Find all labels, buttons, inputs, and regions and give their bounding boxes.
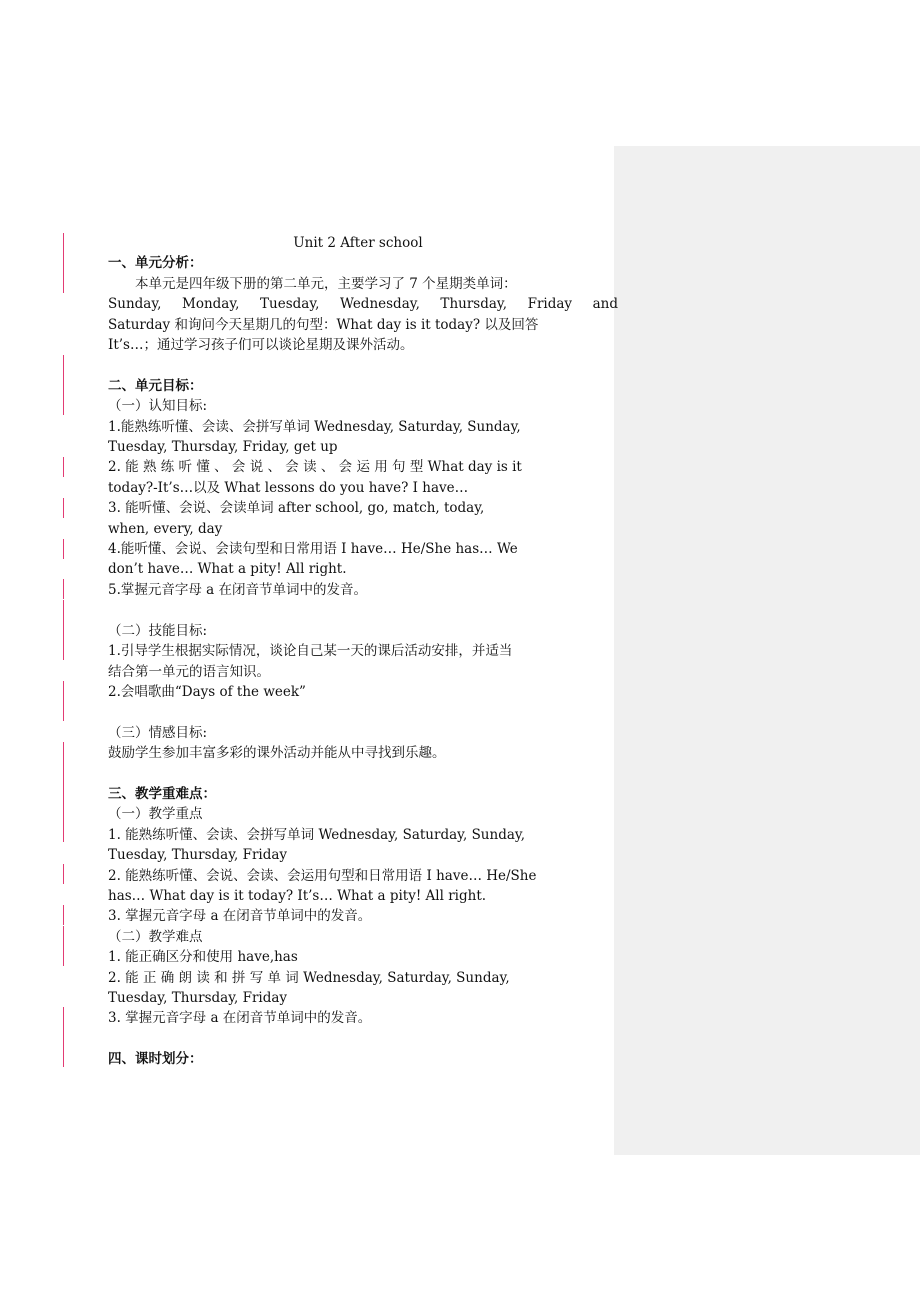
list-item: when, every, day (108, 520, 223, 537)
list-item: Tuesday, Thursday, Friday (108, 847, 288, 864)
change-bar (63, 926, 64, 946)
list-item: 4.能听懂、会说、会读句型和日常用语 I have… He/She has… We (108, 541, 518, 558)
list-item: 1.引导学生根据实际情况，谈论自己某一天的课后活动安排，并适当 (108, 643, 513, 660)
list-item: don’t have… What a pity! All right. (108, 561, 347, 578)
paragraph-line: It’s…；通过学习孩子们可以谈论星期及课外活动。 (108, 337, 414, 354)
comment-pane (614, 146, 920, 1155)
subheading: （一）认知目标: (108, 398, 208, 415)
change-bar (63, 600, 64, 660)
list-item: 2.会唱歌曲“Days of the week” (108, 683, 306, 700)
list-item: 2. 能 正 确 朗 读 和 拼 写 单 词 Wednesday, Saturday, Sunday, (108, 969, 510, 986)
change-bar (63, 742, 64, 842)
change-bar (63, 946, 64, 966)
change-bar (63, 539, 64, 559)
list-item: 2. 能熟练听懂、会说、会读、会运用句型和日常用语 I have… He/She (108, 867, 537, 884)
paragraph-line: 本单元是四年级下册的第二单元，主要学习了 7 个星期类单词： (135, 275, 517, 292)
subheading: （二）教学难点 (108, 928, 203, 945)
paragraph-line: 鼓励学生参加丰富多彩的课外活动并能从中寻找到乐趣。 (108, 745, 446, 762)
change-bar (63, 905, 64, 925)
list-item: today?-It’s…以及 What lessons do you have? I have… (108, 479, 469, 496)
change-bar (63, 457, 64, 477)
subheading: （二）技能目标: (108, 622, 208, 639)
list-item: 1. 能熟练听懂、会读、会拼写单词 Wednesday, Saturday, Sunday, (108, 826, 526, 843)
list-item: 5.掌握元音字母 a 在闭音节单词中的发音。 (108, 581, 368, 598)
change-bar (63, 355, 64, 415)
change-bar (63, 233, 64, 293)
change-bar (63, 498, 64, 518)
document-body (108, 233, 618, 1070)
list-item: 3. 能听懂、会说、会读单词 after school, go, match, today, (108, 500, 485, 517)
document-title: Unit 2 After school (293, 235, 423, 251)
list-item: 结合第一单元的语言知识。 (108, 663, 270, 680)
list-item: 2. 能 熟 练 听 懂 、 会 说 、 会 读 、 会 运 用 句 型 What day is it (108, 459, 522, 476)
list-item: 3. 掌握元音字母 a 在闭音节单词中的发音。 (108, 908, 372, 925)
section-heading-analysis: 一、单元分析： (108, 255, 203, 272)
list-item: 1. 能正确区分和使用 have,has (108, 949, 298, 966)
subheading: （三）情感目标: (108, 724, 208, 741)
list-item: Tuesday, Thursday, Friday (108, 989, 288, 1006)
paragraph-line: Saturday 和询问今天星期几的句型：What day is it today? 以及回答 (108, 316, 539, 333)
subheading: （一）教学重点 (108, 806, 203, 823)
section-heading-goals: 二、单元目标： (108, 377, 203, 394)
list-item: has… What day is it today? It’s… What a pity! All right. (108, 887, 487, 904)
change-bar (63, 1007, 64, 1067)
list-item: 3. 掌握元音字母 a 在闭音节单词中的发音。 (108, 1010, 372, 1027)
section-heading-key-points: 三、教学重难点： (108, 785, 216, 802)
paragraph-line: Sunday, Monday, Tuesday, Wednesday, Thursday, Friday and (108, 296, 618, 313)
change-bar (63, 864, 64, 884)
list-item: Tuesday, Thursday, Friday, get up (108, 439, 338, 456)
list-item: 1.能熟练听懂、会读、会拼写单词 Wednesday, Saturday, Sunday, (108, 418, 521, 435)
section-heading-schedule: 四、课时划分： (108, 1051, 203, 1068)
change-bar (63, 681, 64, 721)
change-bar (63, 579, 64, 599)
